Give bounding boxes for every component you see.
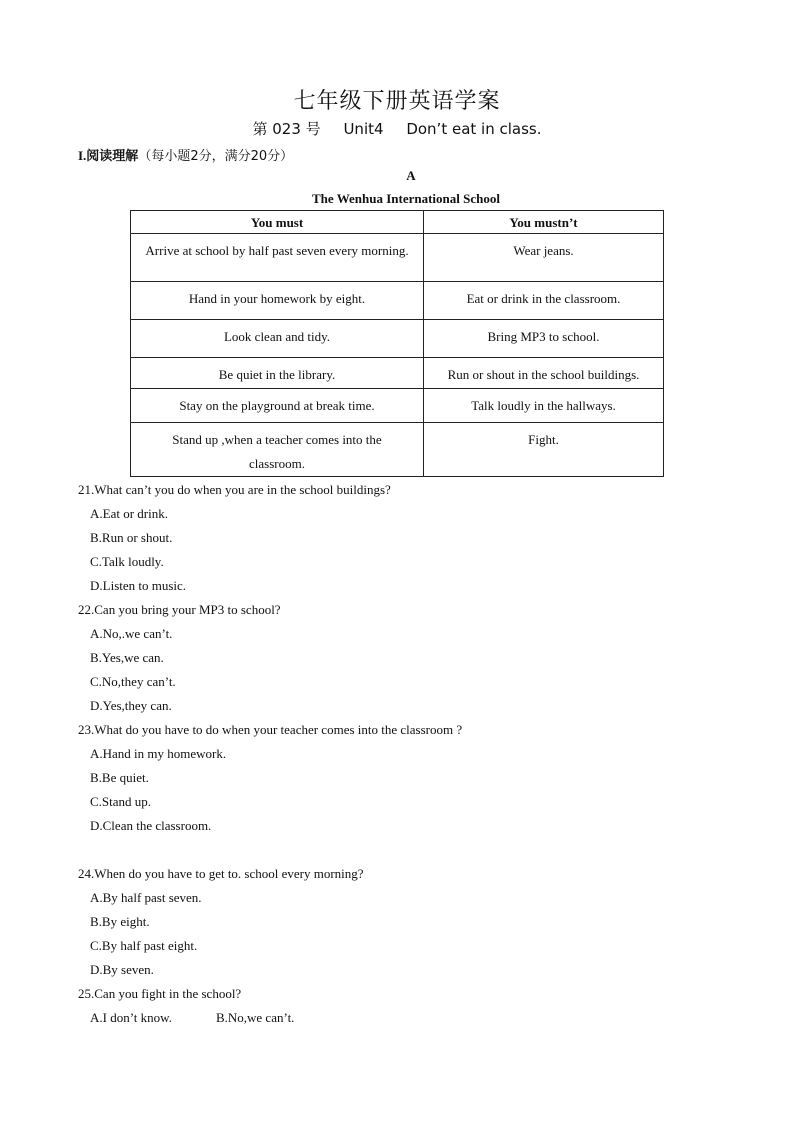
answer-option: A.By half past seven.	[90, 890, 202, 905]
answer-option: D.Clean the classroom.	[90, 818, 212, 833]
answer-option: B.Yes,we can.	[90, 650, 164, 665]
answer-option: C.Stand up.	[90, 794, 152, 809]
table-row	[131, 234, 664, 282]
table-cell: Fight.	[424, 423, 664, 477]
answer-option: D.Listen to music.	[90, 578, 187, 593]
worksheet-number: 第 023 号	[252, 120, 321, 138]
answer-option: A.I don’t know.	[90, 1010, 172, 1025]
table-cell: Arrive at school by half past seven every morning.	[131, 234, 424, 282]
answer-option: C.No,they can’t.	[90, 674, 176, 689]
answer-option: A.Hand in my homework.	[90, 746, 227, 761]
question-stem: 22.Can you bring your MP3 to school?	[78, 602, 281, 617]
answer-option: C.By half past eight.	[90, 938, 198, 953]
table-header-row	[131, 211, 664, 234]
table-row	[131, 320, 664, 358]
table-cell: Stay on the playground at break time.	[131, 389, 424, 423]
answer-option: B.No,we can’t.	[215, 1010, 295, 1025]
answer-option-row	[90, 1006, 462, 1030]
answer-option: B.Run or shout.	[90, 530, 173, 545]
header-mustnt: You mustn’t	[424, 211, 664, 234]
table-row	[131, 358, 664, 389]
table-cell: Stand up ,when a teacher comes into the classroom.	[131, 423, 424, 477]
passage-letter: A	[406, 168, 416, 183]
section-heading	[78, 145, 293, 164]
table-cell: Run or shout in the school buildings.	[424, 358, 664, 389]
question-stem: 25.Can you fight in the school?	[78, 986, 242, 1001]
page-title: 七年级下册英语学案	[293, 89, 501, 114]
rules-table	[130, 210, 664, 477]
table-cell: Wear jeans.	[424, 234, 664, 282]
table-row	[131, 282, 664, 320]
table-row	[131, 389, 664, 423]
question-stem: 24.When do you have to get to. school every morning?	[78, 866, 364, 881]
section-note: （每小题2分，满分20分）	[138, 149, 294, 164]
answer-option: B.Be quiet.	[90, 770, 149, 785]
table-cell: Eat or drink in the classroom.	[424, 282, 664, 320]
spacer	[78, 838, 462, 862]
table-cell: Look clean and tidy.	[131, 320, 424, 358]
section-label: I.阅读理解	[78, 148, 139, 163]
question-stem: 21.What can’t you do when you are in the school buildings?	[78, 482, 391, 497]
table-row	[131, 423, 664, 477]
table-cell: Bring MP3 to school.	[424, 320, 664, 358]
table-cell: Be quiet in the library.	[131, 358, 424, 389]
answer-option: B.By eight.	[90, 914, 150, 929]
answer-option: A.Eat or drink.	[90, 506, 168, 521]
answer-option: D.By seven.	[90, 962, 154, 977]
question-stem: 23.What do you have to do when your teacher comes into the classroom ?	[78, 722, 463, 737]
answer-option: C.Talk loudly.	[90, 554, 164, 569]
subtitle	[0, 118, 794, 139]
table-cell: Talk loudly in the hallways.	[424, 389, 664, 423]
table-cell: Hand in your homework by eight.	[131, 282, 424, 320]
answer-option: A.No,.we can’t.	[90, 626, 173, 641]
unit-label: Unit4	[343, 120, 384, 138]
lesson-title: Don’t eat in class.	[406, 120, 542, 138]
questions	[78, 478, 462, 1030]
header-must: You must	[131, 211, 424, 234]
passage-title: The Wenhua International School	[312, 191, 500, 206]
answer-option: D.Yes,they can.	[90, 698, 172, 713]
